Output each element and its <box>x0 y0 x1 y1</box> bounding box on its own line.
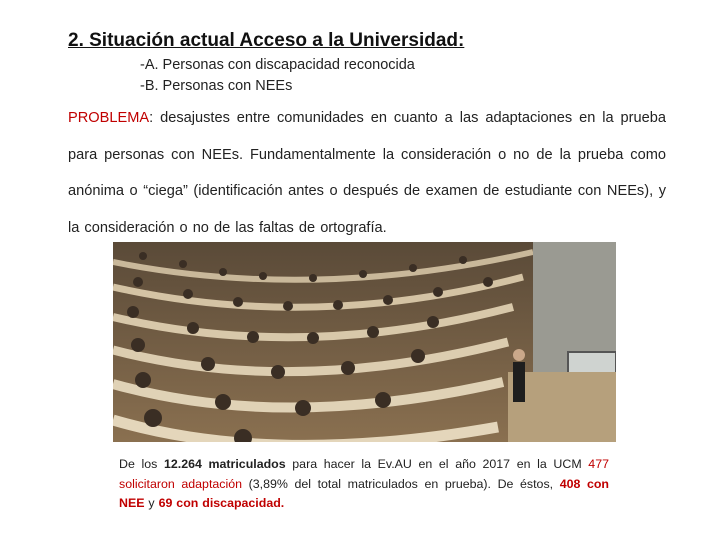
problem-text: : desajustes entre comunidades en cuanto a las adaptaciones en la prueba para personas con NEEs. Fundamentalmente la consideración o no de la prueba como anónima o “ciega” (identificación antes o después de examen de estudiante con NEEs), y la consideración o no de las faltas de ortografía. <box>68 110 666 236</box>
list-item-a: -A. Personas con discapacidad reconocida <box>140 57 415 73</box>
caption-text: para hacer la Ev.AU en el año 2017 en la UCM <box>285 457 589 471</box>
page-title: 2. Situación actual Acceso a la Universidad: <box>68 30 465 51</box>
list-item-b: -B. Personas con NEEs <box>140 78 293 94</box>
problem-label: PROBLEMA <box>68 110 150 126</box>
nee-count: 408 con NEE <box>119 476 609 510</box>
problem-paragraph <box>68 100 666 246</box>
caption <box>119 455 609 514</box>
caption-text: y <box>144 496 159 510</box>
exam-hall-photo <box>113 242 616 442</box>
caption-text: (3,89% del total matriculados en prueba). De éstos, <box>242 476 560 491</box>
requested-count: 477 solicitaron adaptación <box>119 457 609 491</box>
enrolled-count: 12.264 matriculados <box>163 457 286 471</box>
disability-count: 69 con discapacidad. <box>158 496 285 510</box>
caption-text: De los <box>119 457 164 471</box>
